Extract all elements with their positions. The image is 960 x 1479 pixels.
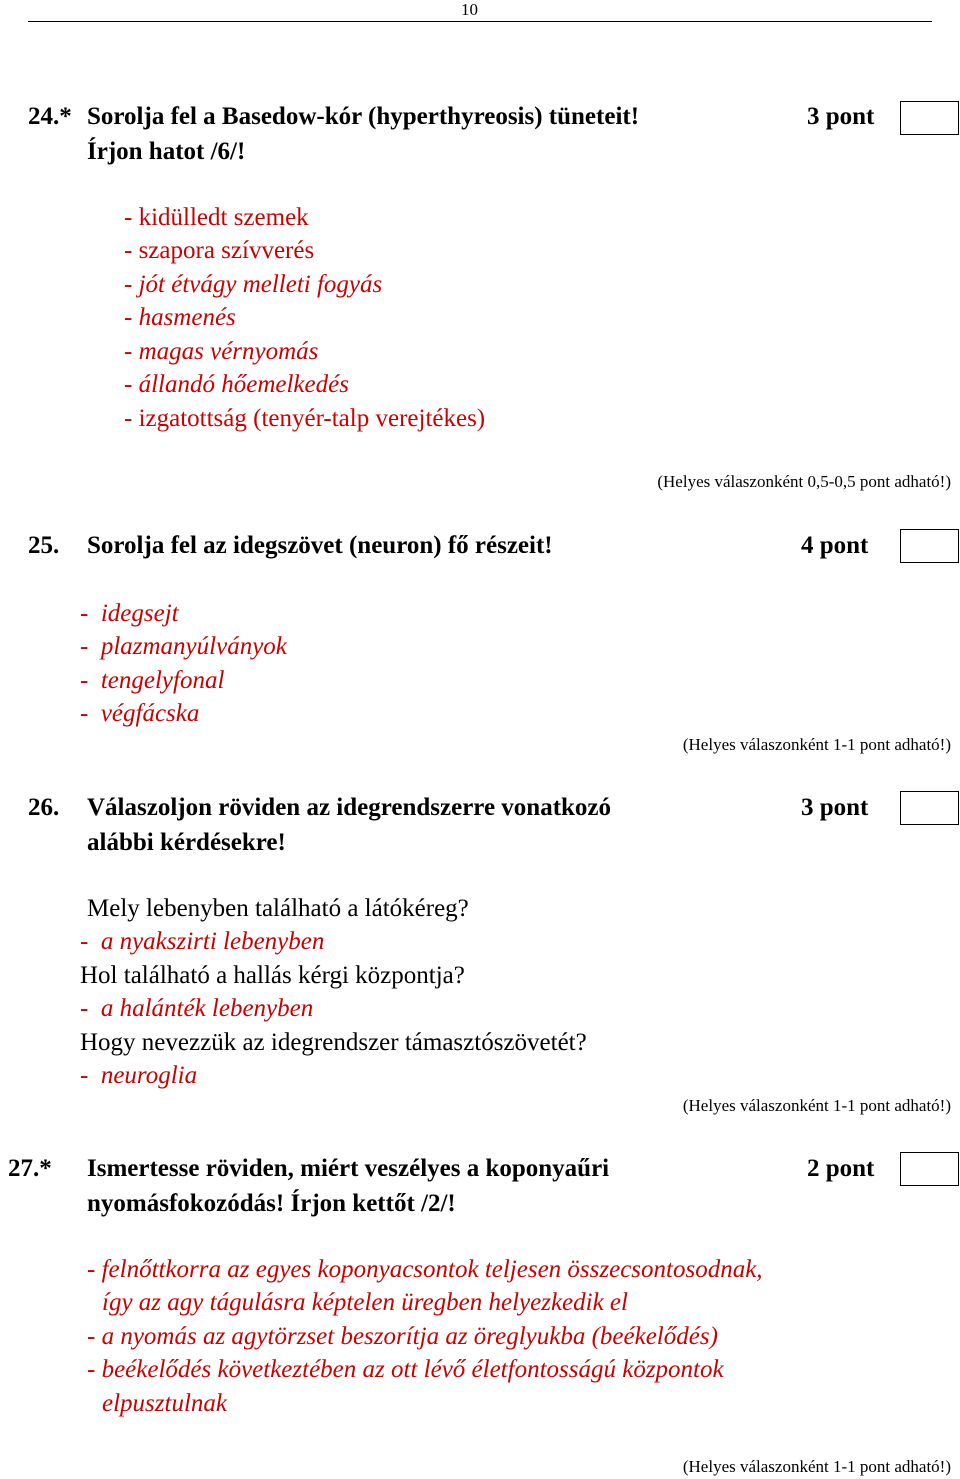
q24-scoring-note: (Helyes válaszonként 0,5-0,5 pont adható!) [657,472,951,491]
q24-answer-6: - állandó hőemelkedés [124,371,349,398]
q27-number: 27.* [8,1155,52,1182]
page-number: 10 [461,0,478,19]
q24-answer-4: - hasmenés [124,304,236,331]
q27-answer-3-cont: elpusztulnak [102,1390,227,1417]
q26-number: 26. [28,794,60,821]
q24-points: 3 pont [807,103,875,130]
q25-points: 4 pont [801,532,869,559]
q24-score-box[interactable] [900,101,959,135]
q27-question-line2: nyomásfokozódás! Írjon kettőt /2/! [87,1190,456,1217]
q25-question: Sorolja fel az idegszövet (neuron) fő részeit! [87,532,553,559]
q24-answer-7: - izgatottság (tenyér-talp verejtékes) [124,405,486,432]
q27-points: 2 pont [807,1155,875,1182]
q27-answer-2: - a nyomás az agytörzset beszorítja az öreglyukba (beékelődés) [87,1323,718,1350]
q27-score-box[interactable] [900,1152,959,1186]
q26-question-line2: alábbi kérdésekre! [87,829,286,856]
q25-answer-4: - végfácska [80,700,200,727]
q27-answer-3: - beékelődés következtében az ott lévő életfontosságú központok [87,1356,724,1383]
q25-scoring-note: (Helyes válaszonként 1-1 pont adható!) [682,735,951,754]
q26-question-line1: Válaszoljon röviden az idegrendszerre vonatkozó [87,794,612,821]
q26-answer-3: - neuroglia [80,1062,198,1089]
q25-answer-2: - plazmanyúlványok [80,633,287,660]
q24-question-line2: Írjon hatot /6/! [87,138,246,165]
q25-answer-1: - idegsejt [80,600,179,627]
q26-subquestion-1: Mely lebenyben található a látókéreg? [87,895,469,922]
q24-question-line1: Sorolja fel a Basedow-kór (hyperthyreosis) tüneteit! [87,103,640,130]
header-rule [28,21,932,22]
q26-points: 3 pont [801,794,869,821]
q25-score-box[interactable] [900,529,959,563]
q25-answer-3: - tengelyfonal [80,667,225,694]
q25-number: 25. [28,532,60,559]
q26-score-box[interactable] [900,791,959,825]
q24-answer-5: - magas vérnyomás [124,338,319,365]
q27-scoring-note: (Helyes válaszonként 1-1 pont adható!) [682,1457,951,1476]
q24-answer-1: - kidülledt szemek [124,204,309,231]
q26-answer-2: - a halánték lebenyben [80,995,314,1022]
q26-scoring-note: (Helyes válaszonként 1-1 pont adható!) [682,1096,951,1115]
q26-subquestion-3: Hogy nevezzük az idegrendszer támasztószövetét? [80,1029,587,1056]
q27-answer-1: - felnőttkorra az egyes koponyacsontok teljesen összecsontosodnak, [87,1256,763,1283]
q24-answer-3: - jót étvágy melleti fogyás [124,271,383,298]
q27-question-line1: Ismertesse röviden, miért veszélyes a koponyaűri [87,1155,610,1182]
q26-answer-1: - a nyakszirti lebenyben [80,928,325,955]
q24-number: 24.* [28,103,72,130]
q24-answer-2: - szapora szívverés [124,237,315,264]
q27-answer-1-cont: így az agy tágulásra képtelen üregben helyezkedik el [102,1289,628,1316]
q26-subquestion-2: Hol található a hallás kérgi központja? [80,962,465,989]
